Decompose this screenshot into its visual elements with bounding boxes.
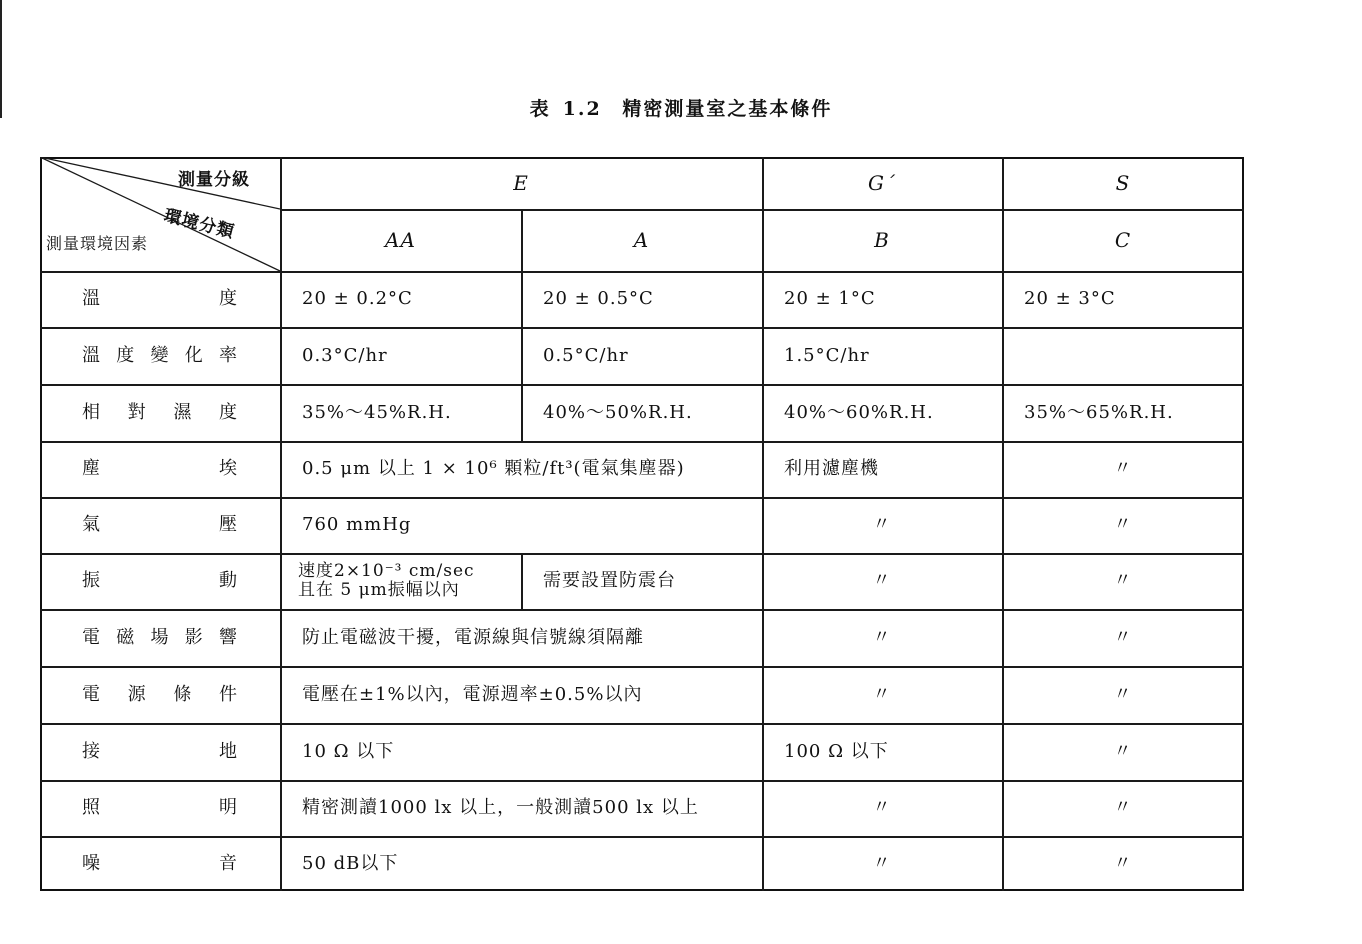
b-cell: 100 Ω 以下 — [784, 740, 889, 762]
factor-cell — [40, 723, 280, 780]
factor-char: 氣 — [82, 514, 101, 536]
grade-s: S — [1115, 171, 1131, 195]
factor-char: 相 — [82, 401, 101, 423]
factor-cell — [40, 836, 280, 891]
e-merged-cell: 防止電磁波干擾，電源線與信號線須隔離 — [302, 626, 644, 648]
b-cell: 20 ± 1°C — [784, 288, 876, 310]
a-cell: 40%～50%R.H. — [543, 401, 693, 423]
b-cell: 〃 — [872, 683, 892, 705]
c-cell: 〃 — [1113, 683, 1133, 705]
b-cell: 〃 — [872, 626, 892, 648]
e-merged-cell: 50 dB以下 — [302, 852, 399, 874]
b-cell: 利用濾塵機 — [784, 458, 879, 480]
factor-char: 響 — [219, 626, 238, 648]
factor-char: 變 — [150, 344, 170, 366]
aa-cell: 0.3°C/hr — [302, 344, 388, 366]
grade-g: G´ — [868, 171, 896, 195]
a-cell: 20 ± 0.5°C — [543, 288, 654, 310]
aa-cell: 20 ± 0.2°C — [302, 288, 413, 310]
c-cell: 20 ± 3°C — [1024, 288, 1116, 310]
table-title — [0, 94, 1362, 121]
e-merged-cell: 760 mmHg — [302, 514, 412, 536]
factor-char: 溫 — [82, 344, 101, 366]
factor-char: 地 — [219, 740, 238, 762]
e-merged-cell: 10 Ω 以下 — [302, 740, 395, 762]
factor-char: 源 — [127, 683, 147, 705]
factor-char: 動 — [219, 570, 238, 592]
factor-char: 明 — [219, 797, 238, 819]
corner-grade-label: 測量分級 — [178, 170, 250, 190]
c-cell: 〃 — [1113, 570, 1133, 592]
factor-char: 影 — [184, 626, 204, 648]
factor-char: 電 — [82, 683, 101, 705]
factor-char: 噪 — [82, 852, 101, 874]
factor-char: 埃 — [219, 458, 238, 480]
c-cell: 〃 — [1113, 797, 1133, 819]
factor-char: 化 — [184, 344, 204, 366]
class-a: A — [633, 228, 650, 252]
factor-char: 音 — [219, 852, 238, 874]
title-number: 1.2 — [562, 98, 602, 120]
factor-char: 場 — [150, 626, 170, 648]
c-cell — [1002, 327, 1244, 384]
b-cell: 40%～60%R.H. — [784, 401, 934, 423]
b-cell: 〃 — [872, 514, 892, 536]
aa-cell-line: 速度2×10⁻³ cm/sec — [298, 561, 475, 582]
factor-char: 接 — [82, 740, 101, 762]
class-c: C — [1114, 228, 1132, 252]
factor-char: 度 — [116, 344, 136, 366]
e-merged-cell: 電壓在±1%以內，電源週率±0.5%以內 — [302, 683, 643, 705]
a-cell: 需要設置防震台 — [543, 570, 676, 592]
factor-cell — [40, 327, 280, 384]
factor-char: 率 — [219, 344, 238, 366]
factor-cell — [40, 441, 280, 497]
aa-cell — [280, 553, 521, 609]
c-cell: 〃 — [1113, 740, 1133, 762]
factor-cell — [40, 666, 280, 723]
e-merged-cell: 精密測讀1000 lx 以上，一般測讀500 lx 以上 — [302, 797, 699, 819]
factor-cell — [40, 609, 280, 666]
b-cell: 1.5°C/hr — [784, 344, 870, 366]
c-cell: 35%～65%R.H. — [1024, 401, 1174, 423]
factor-char: 度 — [218, 401, 238, 423]
factor-char: 度 — [219, 288, 238, 310]
title-text: 精密測量室之基本條件 — [622, 98, 833, 120]
aa-cell-line: 且在 5 μm振幅以內 — [298, 580, 460, 600]
c-cell: 〃 — [1113, 458, 1133, 480]
factor-char: 對 — [127, 401, 147, 423]
b-cell: 〃 — [872, 570, 892, 592]
conditions-table — [40, 157, 1244, 891]
factor-cell — [40, 780, 280, 836]
aa-cell: 35%～45%R.H. — [302, 401, 452, 423]
factor-char: 塵 — [82, 458, 101, 480]
c-cell: 〃 — [1113, 626, 1133, 648]
b-cell: 〃 — [872, 852, 892, 874]
factor-cell — [40, 553, 280, 609]
factor-cell — [40, 497, 280, 553]
factor-char: 電 — [82, 626, 101, 648]
c-cell: 〃 — [1113, 852, 1133, 874]
corner-class-label: 環境分類 — [161, 205, 237, 243]
corner-factor-label: 測量環境因素 — [46, 234, 149, 253]
factor-char: 磁 — [116, 626, 136, 648]
class-b: B — [874, 228, 890, 252]
b-cell: 〃 — [872, 797, 892, 819]
factor-char: 濕 — [173, 401, 193, 423]
factor-char: 壓 — [219, 514, 238, 536]
factor-char: 照 — [82, 797, 101, 819]
title-prefix: 表 — [529, 98, 551, 120]
factor-cell — [40, 384, 280, 441]
a-cell: 0.5°C/hr — [543, 344, 629, 366]
factor-char: 條 — [173, 683, 193, 705]
factor-char: 件 — [218, 683, 238, 705]
grade-e: E — [513, 171, 529, 195]
class-aa: AA — [385, 228, 416, 252]
e-merged-cell: 0.5 μm 以上 1 × 10⁶ 顆粒/ft³(電氣集塵器) — [302, 458, 685, 480]
c-cell: 〃 — [1113, 514, 1133, 536]
factor-cell — [40, 271, 280, 327]
factor-char: 溫 — [82, 288, 101, 310]
factor-char: 振 — [82, 570, 101, 592]
